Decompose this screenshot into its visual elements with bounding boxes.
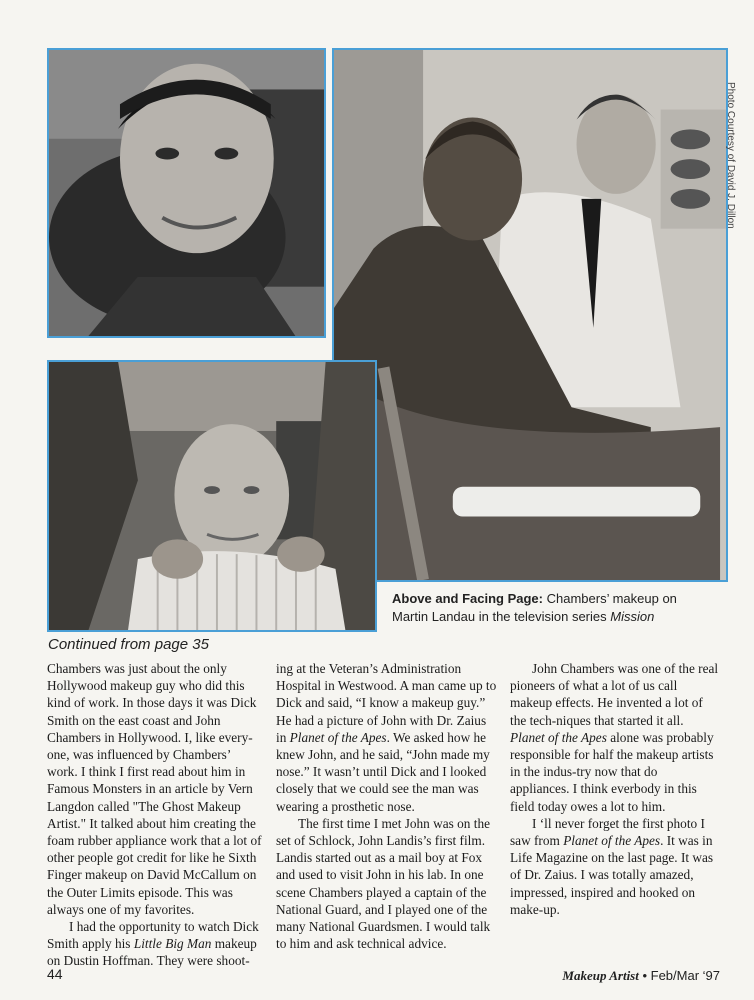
page-number: 44 (47, 966, 63, 982)
col3-paragraph-1 (510, 660, 720, 815)
col2-paragraph-1 (276, 660, 498, 815)
photo-bald-cap-makeup (47, 360, 377, 632)
caption-text: Chambers’ makeup on Martin Landau in the television series (392, 591, 677, 624)
photo-martin-landau (47, 48, 326, 338)
col3-p2-title: Planet of the Apes (563, 833, 661, 849)
col3-p1-title: Planet of the Apes (510, 729, 607, 745)
col3-p2-text-a: I ‘ll never forget the first photo I saw from (510, 815, 705, 849)
magazine-name: Makeup Artist (562, 968, 639, 983)
col2-p1-text-b: . We asked how he knew John, and he said, “John made my nose.” It wasn’t until Dick and I looked closely that we could see the man was wearing a prosthetic nose. (276, 729, 490, 814)
continued-note: Continued from page 35 (48, 636, 209, 653)
col2-p1-title: Planet of the Apes (289, 729, 387, 745)
photo-chambers-and-landau (332, 48, 728, 582)
col2-p1-text-a: ing at the Veteran’s Administration Hospital in Westwood. A man came up to Dick and said, “I know a makeup guy.” He had a picture of John with Dr. Zaius in (276, 661, 497, 745)
col1-p2-text-b: makeup on Dustin Hoffman. They were shoot- (47, 936, 257, 969)
caption-title: Mission (610, 609, 655, 624)
article-column-3 (510, 660, 720, 918)
col1-paragraph-2 (47, 918, 264, 970)
photo-caption (392, 590, 712, 626)
photo-credit: Photo Courtesy of David J. Dillon (725, 82, 736, 229)
col1-paragraph-1: Chambers was just about the only Hollywood makeup guy who did this kind of work. In those days it was Dick Smith on the east coast and John Chambers in Hollywood. I, like every-one, was influenced by Chambers’ work. I think I first read about him in Famous Monsters in an article by Vern Langdon called "The Ghost Makeup Artist." It talked about him creating the foam rubber appliance work that a lot of other people got credit for like he Sixth Finger makeup on David McCallum on the Outer Limits episode. This was always one of my favorites. (47, 661, 262, 917)
article-column-2 (276, 660, 498, 952)
caption-lead: Above and Facing Page: (392, 591, 543, 606)
col3-p2-text-b: . It was in Life Magazine on the last page. It was of Dr. Zaius. I was totally amazed, impressed, inspired and hooked on make-up. (510, 833, 714, 917)
col1-p2-text-a: I had the opportunity to watch Dick Smith apply his (47, 919, 259, 952)
col3-paragraph-2 (510, 815, 720, 918)
magazine-footer (562, 968, 720, 984)
col3-p1-text-a: John Chambers was one of the real pioneers of what a lot of us call makeup effects. He invented a lot of the tech-niques that started it all. (510, 661, 719, 728)
article-column-1 (47, 660, 264, 970)
col3-p1-text-b: alone was probably responsible for half the makeup artists in the indus-try now that do appliances. I think everbody in this field today owes a lot to him. (510, 729, 714, 814)
issue-date: • Feb/Mar ‘97 (638, 968, 720, 983)
col1-p2-title: Little Big Man (133, 936, 212, 952)
col2-paragraph-2: The first time I met John was on the set of Schlock, John Landis’s first film. Landis started out as a mail boy at Fox and used to visit John in his lab. In one scene Chambers played a captain of the National Guard, and I played one of the many National Guardsmen. I would talk to him and ask technical advice. (276, 815, 491, 952)
